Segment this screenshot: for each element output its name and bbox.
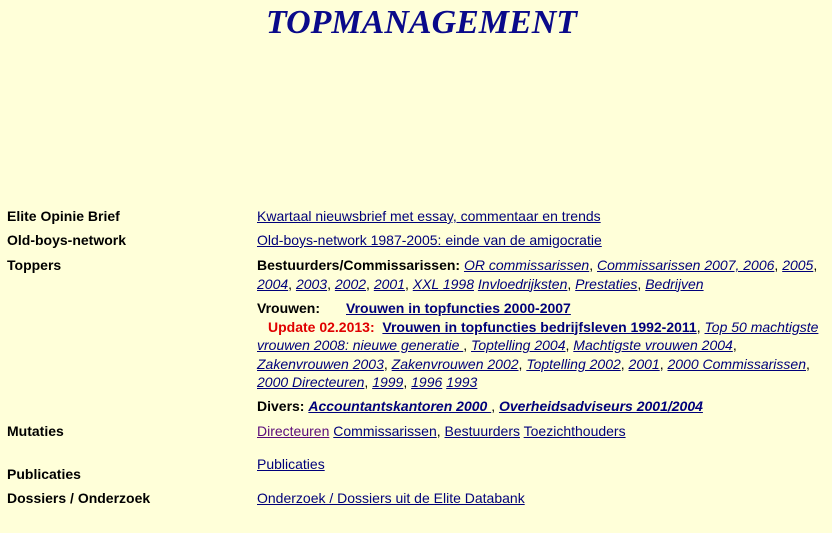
link-kwartaal-nieuwsbrief[interactable]: Kwartaal nieuwsbrief met essay, commentaar en trends [257,208,601,224]
link-vrouwen-topfuncties-1992-2011[interactable]: Vrouwen in topfuncties bedrijfsleven 1992-2011 [382,318,697,335]
link-2002[interactable]: 2002 [334,275,367,292]
link-2005[interactable]: 2005 [782,257,814,273]
label-dossiers-onderzoek: Dossiers / Onderzoek [7,490,151,506]
link-toezichthouders[interactable]: Toezichthouders [523,423,626,439]
label-elite-opinie-brief: Elite Opinie Brief [7,208,120,224]
link-prestaties[interactable]: Prestaties [575,275,638,292]
cell-oldboys [257,231,827,250]
cell-dossiers [257,489,827,508]
link-or-commissarissen[interactable]: OR commissarissen [463,257,590,273]
divers-heading: Divers: [257,398,305,414]
link-top50-machtigste-2008[interactable]: Top 50 machtigste vrouwen 2008: nieuwe generatie [257,318,819,353]
link-xxl-1998[interactable]: XXL 1998 [412,275,474,292]
label-toppers: Toppers [7,257,62,273]
cell-bestuurders: Bestuurders/Commissarissen: OR commissarissen, Commissarissen 2007, 2006, 2005, 2004, 2003, 2002, 2001, XXL 1998 Invloedrijksten, Prestaties, Bedrijven [257,257,818,292]
link-accountantskantoren-2000[interactable]: Accountantskantoren 2000 [308,398,492,414]
cell-publicaties [257,455,827,474]
link-vrouwen-2001[interactable]: 2001 [628,355,660,372]
page-title: TOPMANAGEMENT [265,4,578,41]
link-directeuren[interactable]: Directeuren [257,423,330,439]
link-onderzoek-dossiers[interactable]: Onderzoek / Dossiers uit de Elite Databank [257,490,525,506]
link-old-boys-network[interactable]: Old-boys-network 1987-2005: einde van de amigocratie [257,232,602,248]
cell-elite [257,207,827,226]
link-1999[interactable]: 1999 [372,374,404,390]
link-zakenvrouwen-2002[interactable]: Zakenvrouwen 2002 [391,355,519,372]
link-2000-commissarissen[interactable]: 2000 Commissarissen [667,355,806,372]
label-old-boys-network: Old-boys-network [7,232,127,248]
link-1993[interactable]: 1993 [446,374,478,390]
label-publicaties: Publicaties [7,466,81,482]
cell-mutaties: Directeuren Commissarissen, Bestuurders Toezichthouders [257,423,626,439]
link-toptelling-2002[interactable]: Toptelling 2002 [526,355,621,372]
link-commissarissen[interactable]: Commissarissen [333,423,437,439]
link-toptelling-2004[interactable]: Toptelling 2004 [471,337,566,353]
link-publicaties[interactable]: Publicaties [257,456,325,472]
link-2001[interactable]: 2001 [373,275,405,292]
cell-vrouwen: Vrouwen: Vrouwen in topfuncties 2000-2007 Update 02.2013: Vrouwen in topfuncties bedrijfsleven 1992-2011, Top 50 machtigste vrouwen 2008: nieuwe generatie , Toptelling 2004, Machtigste vrouwen 2004, Zakenvrouwen 2003, Zakenvrouwen 2002, Toptelling 2002, 2001, 2000 Commissarissen, 2000 Directeuren, 1999, 1996 1993 [257,300,819,390]
cell-divers: Divers: Accountantskantoren 2000 , Overheidsadviseurs 2001/2004 [257,398,703,414]
vrouwen-heading: Vrouwen: [257,300,321,316]
link-bedrijven[interactable]: Bedrijven [645,275,704,292]
link-invloedrijksten[interactable]: Invloedrijksten [477,275,568,292]
link-zakenvrouwen-2003[interactable]: Zakenvrouwen 2003 [257,355,384,372]
update-label: Update 02.2013: [268,318,375,335]
link-commissarissen-2007-2006[interactable]: Commissarissen 2007, 2006 [597,257,775,273]
link-machtigste-vrouwen-2004[interactable]: Machtigste vrouwen 2004 [573,337,733,353]
link-bestuurders[interactable]: Bestuurders [444,423,520,439]
label-mutaties: Mutaties [7,423,64,439]
link-2000-directeuren[interactable]: 2000 Directeuren [257,374,365,390]
link-overheidsadviseurs[interactable]: Overheidsadviseurs 2001/2004 [498,398,703,414]
link-1996[interactable]: 1996 [411,374,443,390]
link-2004[interactable]: 2004 [257,275,289,292]
link-2003[interactable]: 2003 [295,275,328,292]
bestuurders-heading: Bestuurders/Commissarissen: [257,257,461,273]
link-vrouwen-topfuncties-2000-2007[interactable]: Vrouwen in topfuncties 2000-2007 [346,300,571,316]
